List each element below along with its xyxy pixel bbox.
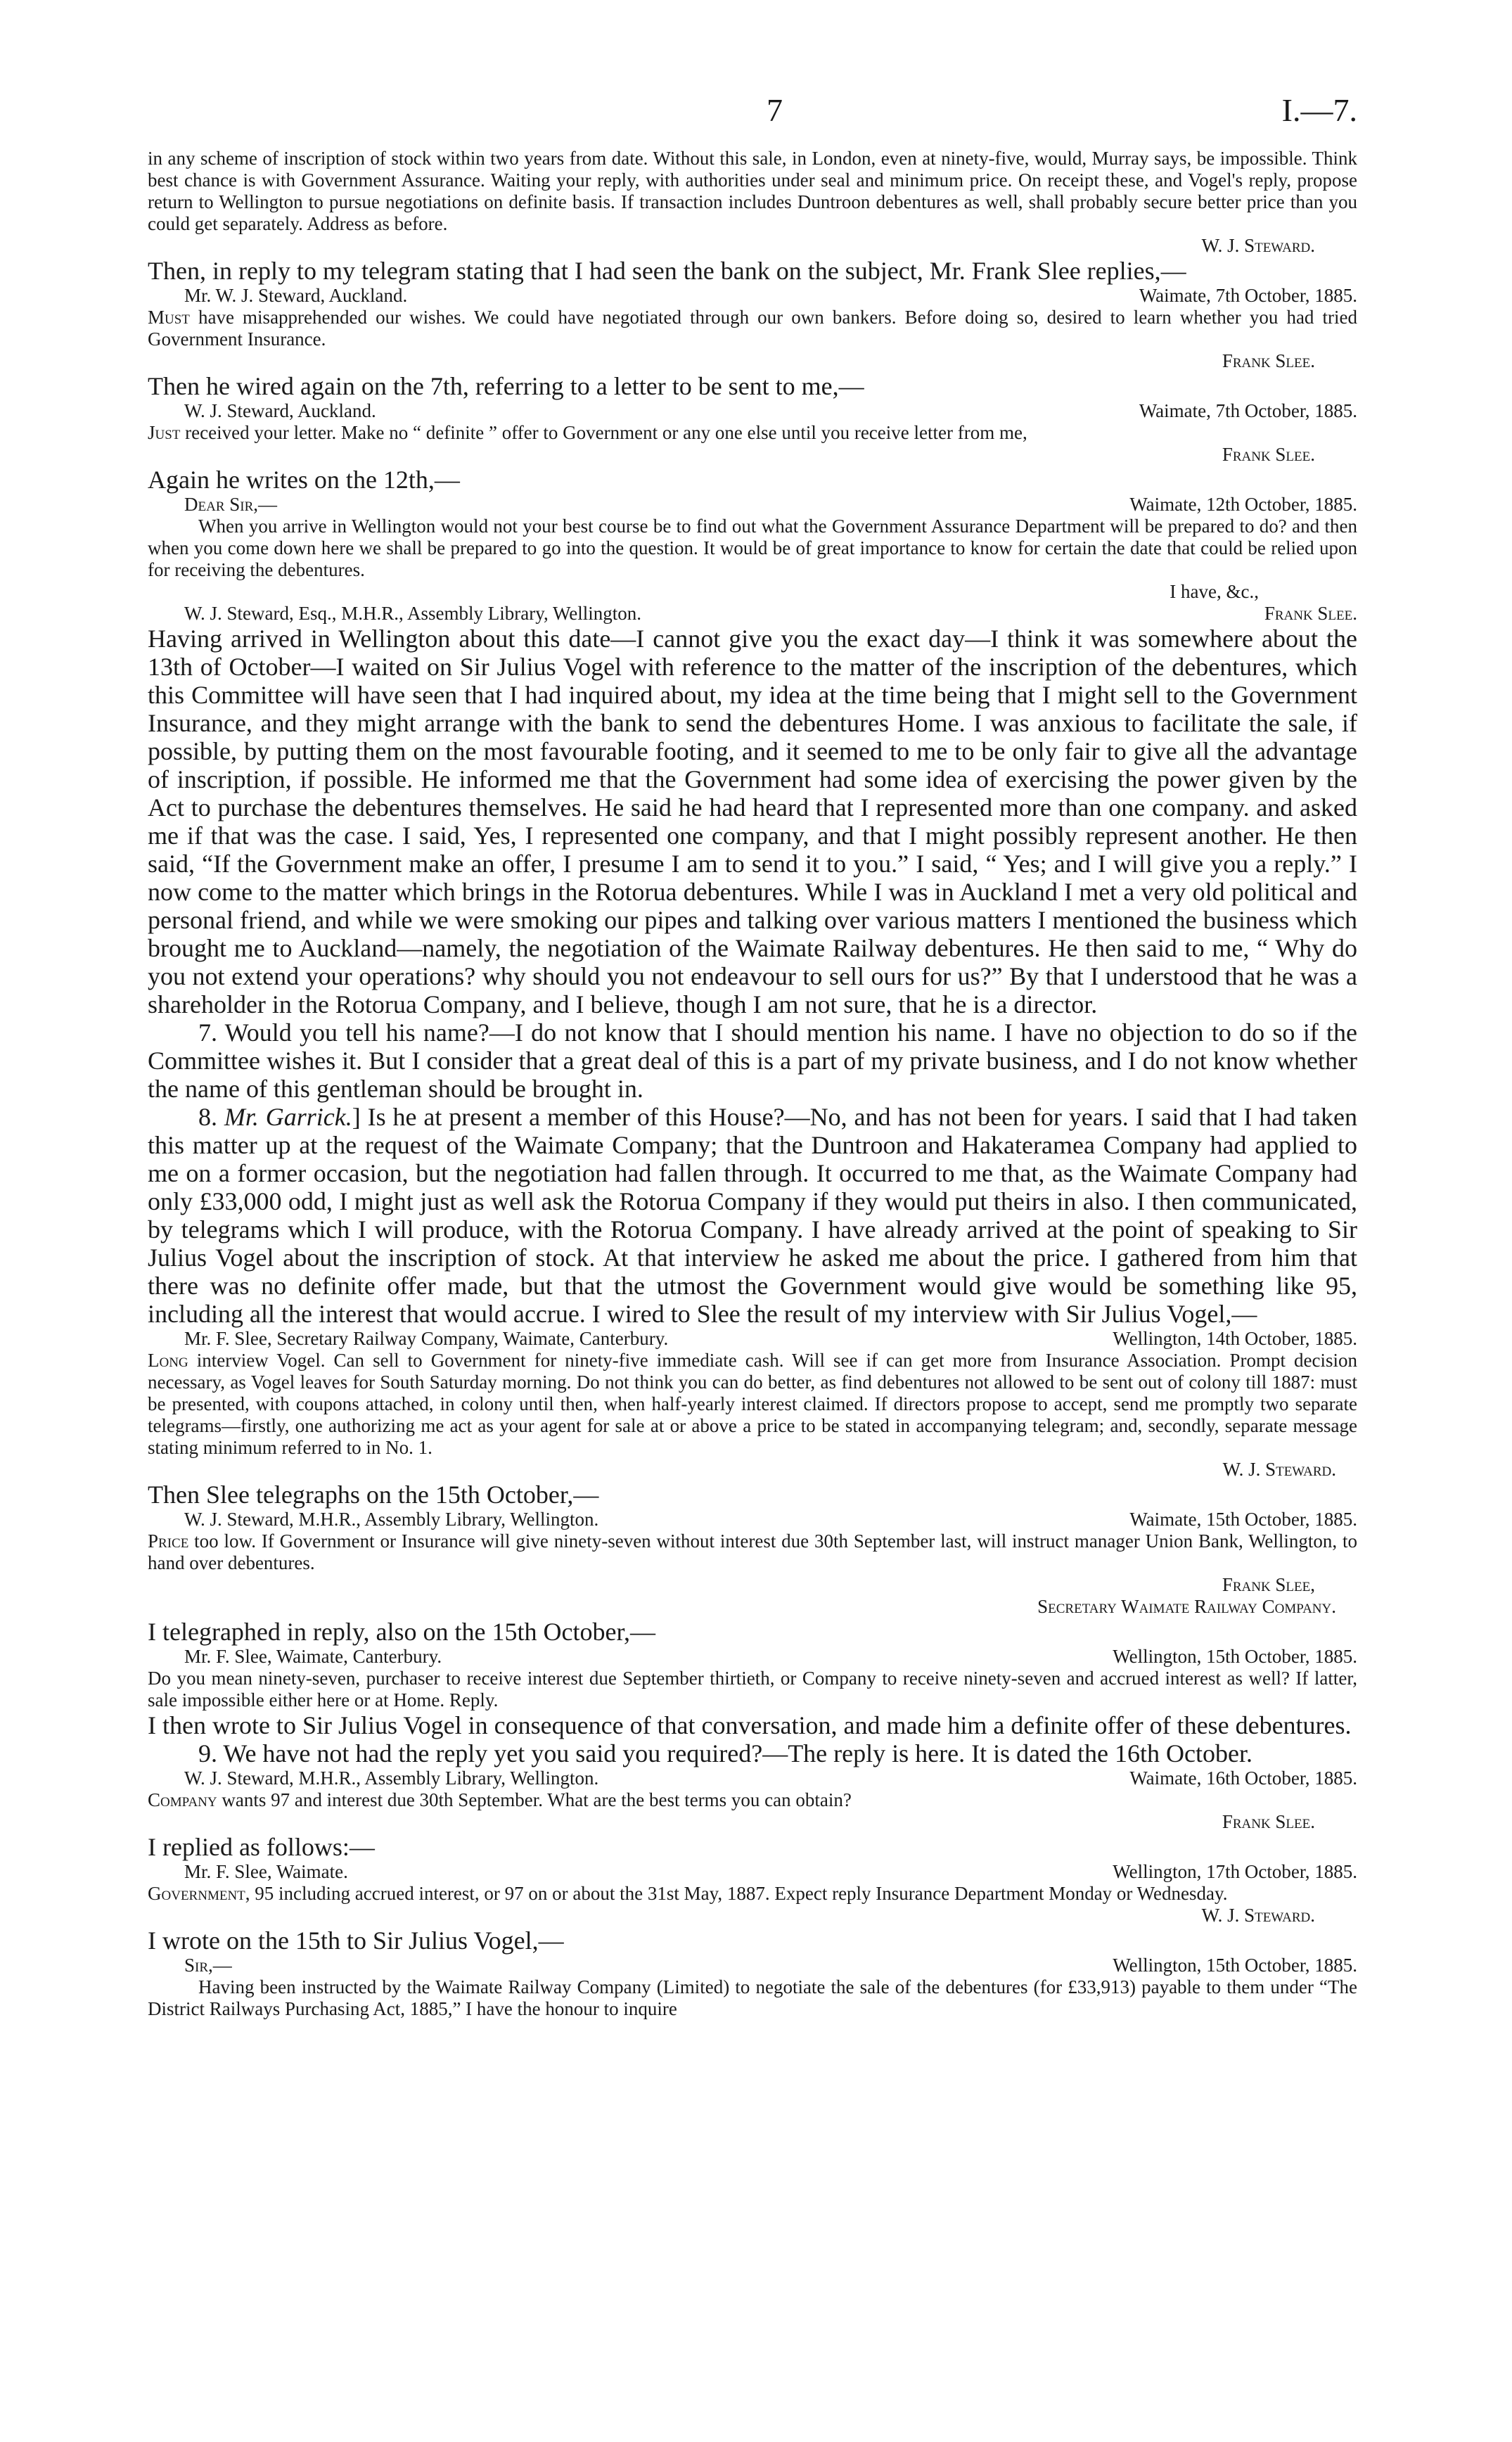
signature: Frank Slee,	[1222, 1574, 1315, 1595]
lead-word: Just	[148, 422, 181, 443]
addressee: Sir,—	[184, 1955, 232, 1976]
addressee: Mr. F. Slee, Waimate.	[184, 1861, 348, 1882]
paragraph: 9. We have not had the reply yet you said you required?—The reply is here. It is dated the 16th October.	[198, 1739, 1252, 1767]
telegram-text: Price too low. If Government or Insurance will give ninety-seven without interest due 30th September last, will instruct manager Union Bank, Wellington, to hand over debentures.	[148, 1530, 1358, 1573]
telegram-text: Just received your letter. Make no “ definite ” offer to Government or any one else until you receive letter from me,	[148, 422, 1027, 443]
page-number: 7	[767, 92, 783, 128]
place-date: Waimate, 12th October, 1885.	[1129, 494, 1357, 515]
telegram-text: Government, 95 including accrued interest, or 97 on or about the 31st May, 1887. Expect reply Insurance Department Monday or Wednesday.	[148, 1883, 1228, 1904]
addressee: Mr. F. Slee, Secretary Railway Company, Waimate, Canterbury.	[184, 1328, 669, 1349]
lead-word: Company	[148, 1789, 217, 1810]
place-date: Wellington, 15th October, 1885.	[1113, 1955, 1357, 1976]
addressee: W. J. Steward, M.H.R., Assembly Library, Wellington.	[184, 1767, 599, 1789]
paragraph: I telegraphed in reply, also on the 15th October,—	[148, 1618, 656, 1646]
paragraph: 7. Would you tell his name?—I do not know that I should mention his name. I have no objection to do so if the Committee wishes it. But I consider that a great deal of this is a part of my private business, and I do not know whether the name of this gentleman should be brought in.	[148, 1018, 1357, 1103]
signature: Frank Slee.	[1222, 1811, 1315, 1832]
place-date: Waimate, 7th October, 1885.	[1139, 400, 1357, 421]
place-date: Waimate, 15th October, 1885.	[1129, 1509, 1357, 1530]
address-line	[148, 1646, 1357, 1668]
closing: I have, &c.,	[1170, 581, 1259, 602]
addressee: W. J. Steward, Auckland.	[184, 400, 376, 421]
address-line	[148, 1861, 1357, 1883]
page-header	[148, 91, 1357, 148]
telegram-text: Long interview Vogel. Can sell to Government for ninety-five immediate cash. Will see if can get more from Insurance Association. Prompt decision necessary, as Vogel leaves for South Saturday morning. Do not think you can do better, as find debentures not allowed to be sent out of colony till 1887: must be presented, with coupons attached, in colony until then, when half-yearly interest claimed. If directors propose to accept, send me promptly two separate telegrams—firstly, one authorizing me act as your agent for sale at or above a price to be stated in accompanying telegram; and, secondly, separate message stating minimum referred to in No. 1.	[148, 1350, 1358, 1458]
telegram-text: Company wants 97 and interest due 30th September. What are the best terms you can obtain?	[148, 1789, 852, 1810]
paragraph: Having arrived in Wellington about this date—I cannot give you the exact day—I think it was somewhere about the 13th of October—I waited on Sir Julius Vogel with reference to the matter of the inscription of the debentures, which this Committee will have seen that I had inquired about, my idea at the time being that I might sell to the Government Insurance, and they might arrange with the bank to send the debentures Home. I was anxious to facilitate the sale, if possible, by putting them on the most favourable footing, and it seemed to me to be only fair to give all the advantage of inscription, if possible. He informed me that the Government had some idea of exercising the power given by the Act to purchase the debentures themselves. He said he had heard that I represented more than one company. and asked me if that was the case. I said, Yes, I represented one company, and that I might possibly represent another. He then said, “If the Government make an offer, I presume I am to send it to you.” I said, “ Yes; and I will give you a reply.” I now come to the matter which brings in the Rotorua debentures. While I was in Auckland I met a very old political and personal friend, and while we were smoking our pipes and talking over various matters I mentioned the business which brought me to Auckland—namely, the negotiation of the Waimate Railway debentures. He then said to me, “ Why do you not extend your operations? why should you not endeavour to sell ours for us?” By that I understood that he was a shareholder in the Rotorua Company, and I believe, though I am not sure, that he is a director.	[148, 625, 1357, 1018]
signature: W. J. Steward.	[1201, 1905, 1315, 1926]
paragraph: 8. Mr. Garrick.] Is he at present a member of this House?—No, and has not been for years. I said that I had taken this matter up at the request of the Waimate Company; that the Duntroon and Hakateramea Company had applied to me on a former occasion, but the negotiation had fallen through. It occurred to me that, as the Waimate Company had only £33,000 odd, I might just as well ask the Rotorua Company if they would put theirs in also. I then communicated, by telegrams which I will produce, with the Rotorua Company. I have already arrived at the point of speaking to Sir Julius Vogel about the inscription of stock. At that interview he asked me about the price. I gathered from him that there was no definite offer made, but that the utmost the Government would give would be something like 95, including all the interest that would accrue. I wired to Slee the result of my interview with Sir Julius Vogel,—	[148, 1103, 1357, 1328]
paragraph: Then he wired again on the 7th, referring to a letter to be sent to me,—	[148, 372, 864, 400]
lead-word: Must	[148, 307, 190, 328]
speaker-name: Mr. Garrick.	[224, 1103, 352, 1131]
addressee: Mr. W. J. Steward, Auckland.	[184, 285, 408, 306]
address-line	[148, 603, 1357, 625]
telegram-text: Do you mean ninety-seven, purchaser to receive interest due September thirtieth, or Company to receive ninety-seven and accrued interest as well? If latter, sale impossible either here or at Home. Reply.	[148, 1668, 1357, 1711]
place-date: Wellington, 15th October, 1885.	[1113, 1646, 1357, 1667]
document-body	[148, 148, 1357, 2020]
address-line	[148, 494, 1357, 516]
place-date: Wellington, 17th October, 1885.	[1113, 1861, 1357, 1882]
addressee: Mr. F. Slee, Waimate, Canterbury.	[184, 1646, 442, 1667]
address-line	[148, 1767, 1357, 1789]
lead-word: Price	[148, 1530, 189, 1552]
telegram-text: in any scheme of inscription of stock within two years from date. Without this sale, in London, even at ninety-five, would, Murray says, be impossible. Think best chance is with Government Assurance. Waiting your reply, with authorities under seal and minimum price. On receipt these, and Vogel's reply, propose return to Wellington to pursue negotiations on definite basis. If transaction includes Duntroon debentures as well, shall probably secure better price than you could get separately. Address as before.	[148, 148, 1357, 234]
lead-word: Long	[148, 1350, 188, 1371]
paragraph: Then Slee telegraphs on the 15th October,—	[148, 1481, 599, 1509]
address-line	[148, 1509, 1357, 1530]
signature: Frank Slee.	[1222, 350, 1315, 371]
addressee: Dear Sir,—	[184, 494, 278, 515]
telegram-text: When you arrive in Wellington would not your best course be to find out what the Government Assurance Department will be prepared to do? and then when you come down here we shall be prepared to go into the question. It would be of great importance to know for certain the date that could be relied upon for receiving the debentures.	[148, 516, 1357, 580]
telegram-text: Having been instructed by the Waimate Railway Company (Limited) to negotiate the sale of the debentures (for £33,913) payable to them under “The District Railways Purchasing Act, 1885,” I have the honour to inquire	[148, 1976, 1357, 2019]
place-date: Frank Slee.	[1264, 603, 1357, 624]
signature: W. J. Steward.	[1201, 235, 1315, 256]
addressee: W. J. Steward, M.H.R., Assembly Library, Wellington.	[184, 1509, 599, 1530]
address-line	[148, 400, 1357, 422]
paragraph: Again he writes on the 12th,—	[148, 466, 460, 494]
place-date: Wellington, 14th October, 1885.	[1113, 1328, 1357, 1349]
telegram-text: Must have misapprehended our wishes. We could have negotiated through our own bankers. Before doing so, desired to learn whether you had tried Government Insurance.	[148, 307, 1358, 350]
paragraph: Then, in reply to my telegram stating that I had seen the bank on the subject, Mr. Frank Slee replies,—	[148, 257, 1186, 285]
paragraph: I replied as follows:—	[148, 1833, 375, 1861]
paragraph: I wrote on the 15th to Sir Julius Vogel,—	[148, 1926, 564, 1955]
addressee: W. J. Steward, Esq., M.H.R., Assembly Library, Wellington.	[184, 603, 642, 624]
place-date: Waimate, 16th October, 1885.	[1129, 1767, 1357, 1789]
signature: W. J. Steward.	[1222, 1459, 1336, 1480]
address-line	[148, 285, 1357, 307]
address-line	[148, 1955, 1357, 1976]
place-date: Waimate, 7th October, 1885.	[1139, 285, 1357, 306]
lead-word: Government,	[148, 1883, 250, 1904]
paragraph: I then wrote to Sir Julius Vogel in consequence of that conversation, and made him a definite offer of these debentures.	[148, 1711, 1352, 1739]
signature: Frank Slee.	[1222, 444, 1315, 465]
address-line	[148, 1328, 1357, 1350]
page-code: I.—7.	[1281, 92, 1357, 128]
signature: Secretary Waimate Railway Company.	[1037, 1596, 1336, 1617]
